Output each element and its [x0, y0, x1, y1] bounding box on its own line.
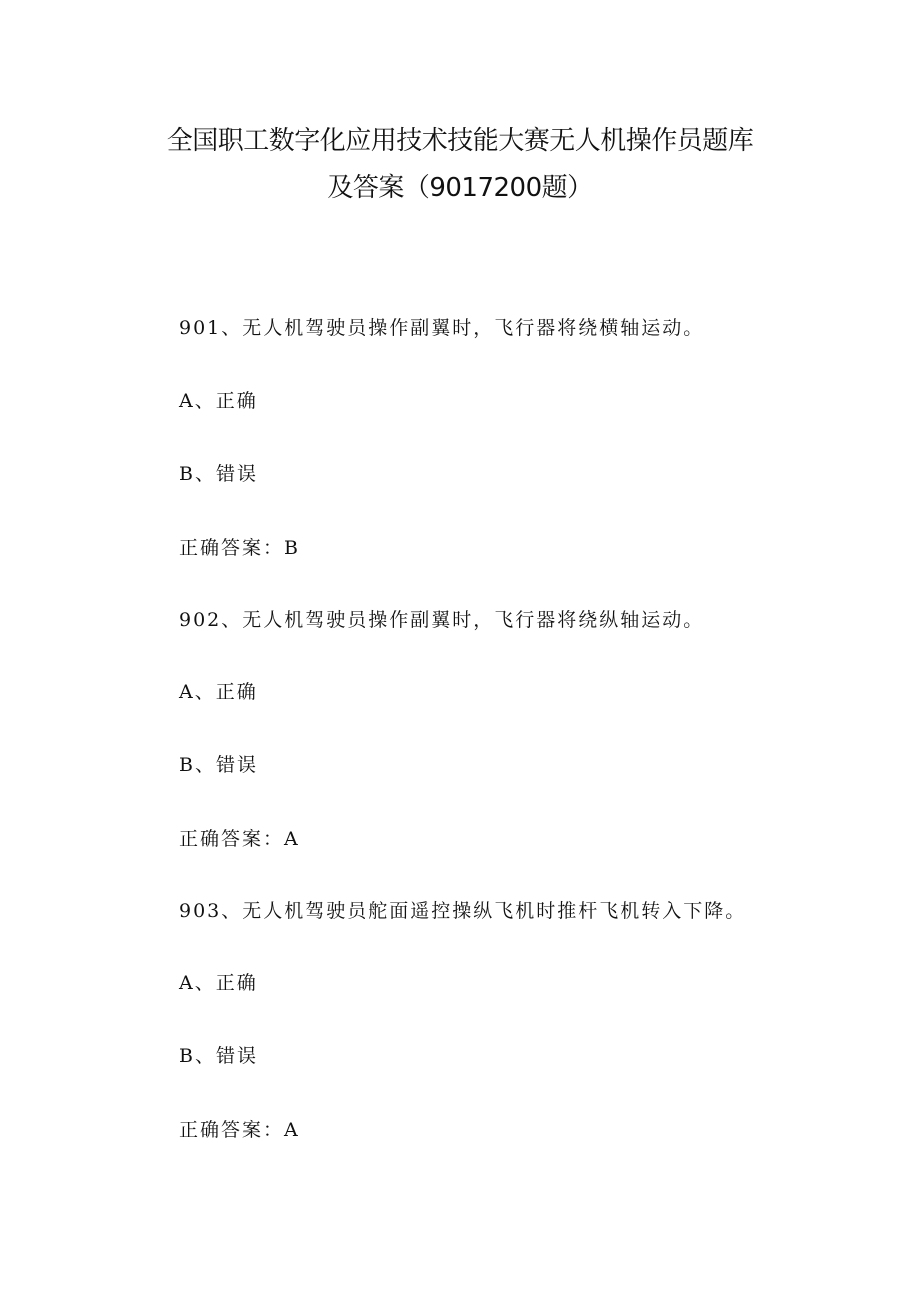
question-stem: 901、无人机驾驶员操作副翼时，飞行器将绕横轴运动。 [179, 317, 705, 339]
page-title-line-1: 全国职工数字化应用技术技能大赛无人机操作员题库 [166, 126, 754, 156]
question-stem: 903、无人机驾驶员舵面遥控操纵飞机时推杆飞机转入下降。 [179, 900, 747, 922]
option-b: B、错误 [179, 754, 258, 776]
option-b: B、错误 [179, 1045, 258, 1067]
question-stem: 902、无人机驾驶员操作副翼时，飞行器将绕纵轴运动。 [179, 609, 705, 631]
correct-answer: 正确答案：B [179, 537, 300, 559]
correct-answer: 正确答案：A [179, 1119, 300, 1141]
page-title-line-2: 及答案（9017200题） [327, 173, 593, 203]
correct-answer: 正确答案：A [179, 828, 300, 850]
option-a: A、正确 [179, 681, 258, 703]
option-a: A、正确 [179, 972, 258, 994]
option-b: B、错误 [179, 463, 258, 485]
option-a: A、正确 [179, 390, 258, 412]
